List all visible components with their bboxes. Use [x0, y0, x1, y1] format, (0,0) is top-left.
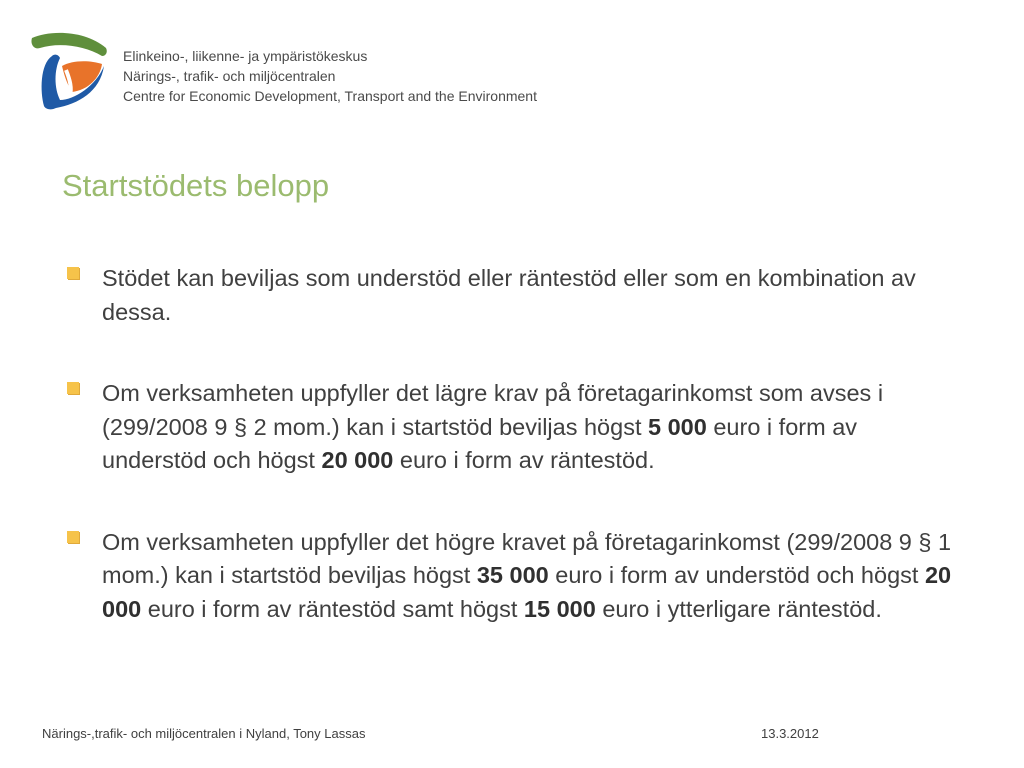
bullet-list	[64, 262, 964, 674]
bullet-text: euro i ytterligare räntestöd.	[595, 595, 882, 622]
bullet-square-icon	[67, 382, 79, 394]
org-name-finnish: Elinkeino-, liikenne- ja ympäristökeskus	[123, 48, 368, 64]
ely-centre-logo-icon	[30, 30, 112, 112]
bullet-text: euro i form av understöd och högst	[102, 413, 858, 473]
bullet-square-icon	[67, 531, 79, 543]
bullet-item	[64, 526, 964, 627]
org-name-english: Centre for Economic Development, Transport and the Environment	[123, 88, 537, 104]
bullet-amount: 20 000	[102, 562, 952, 622]
bullet-text: euro i form av räntestöd samt högst	[141, 595, 524, 622]
bullet-text: euro i form av understöd och högst	[548, 562, 925, 588]
bullet-text: Stödet kan beviljas som understöd eller räntestöd eller som en kombination av dessa.	[102, 265, 916, 325]
organization-names	[123, 46, 537, 106]
bullet-text: euro i form av räntestöd.	[393, 447, 655, 473]
bullet-square-icon	[67, 267, 79, 279]
bullet-text: Om verksamheten uppfyller det lägre krav på företagarinkomst som avses i (299/2008 9 § 2 mom.) kan i startstöd beviljas högst	[102, 380, 884, 440]
bullet-item	[64, 377, 964, 478]
bullet-amount: 35 000	[476, 562, 549, 588]
bullet-amount: 15 000	[523, 595, 596, 622]
slide-title: Startstödets belopp	[62, 168, 330, 203]
org-name-swedish: Närings-, trafik- och miljöcentralen	[123, 68, 336, 84]
bullet-item	[64, 262, 964, 329]
footer-author: Närings-,trafik- och miljöcentralen i Nyland, Tony Lassas	[42, 726, 366, 741]
bullet-amount: 5 000	[648, 413, 707, 440]
bullet-text: Om verksamheten uppfyller det högre kravet på företagarinkomst (299/2008 9 § 1 mom.) kan i startstöd beviljas högst	[102, 528, 952, 588]
bullet-amount: 20 000	[321, 447, 394, 473]
footer-date: 13.3.2012	[761, 726, 819, 741]
